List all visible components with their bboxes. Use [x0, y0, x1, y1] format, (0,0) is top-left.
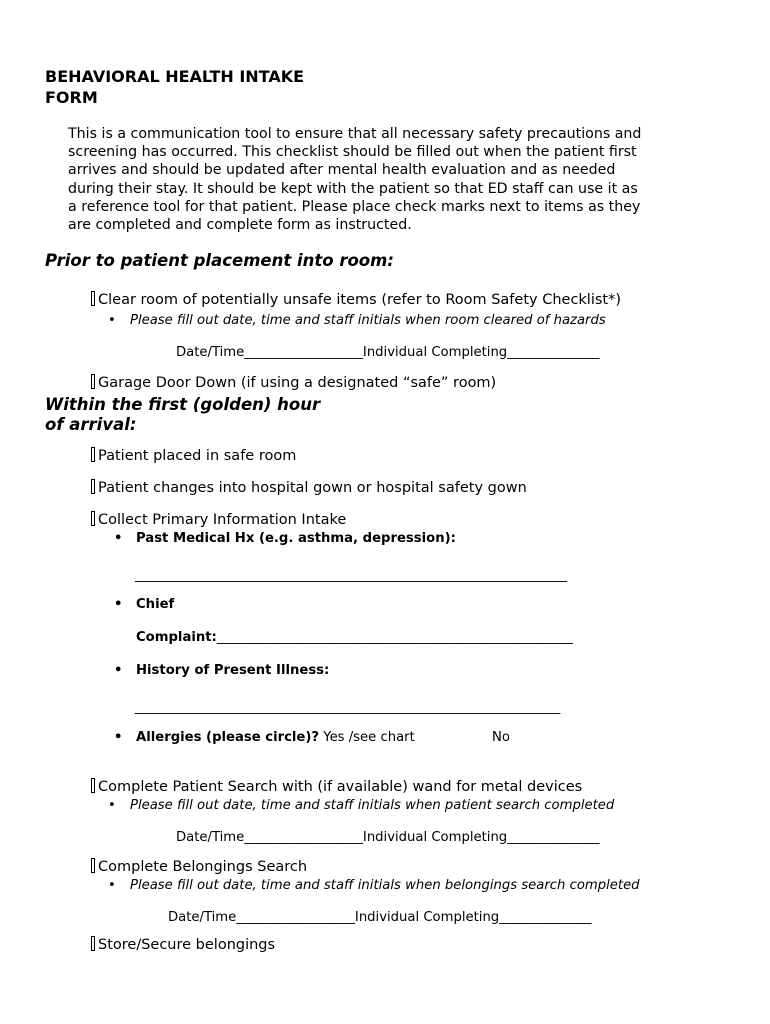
checkbox-gown[interactable] [91, 479, 95, 494]
allergies-option-yes[interactable]: Yes /see chart [323, 730, 415, 745]
checklist-item-label: Patient changes into hospital gown or hospital safety gown [98, 480, 527, 496]
checklist-item-garage-door[interactable] [91, 374, 496, 392]
intro-line: are completed and complete form as instructed. [68, 217, 412, 234]
instruction-note-text: Please fill out date, time and staff initials when belongings search completed [130, 878, 640, 893]
form-title-line2: FORM [45, 88, 98, 107]
checklist-item-gown[interactable] [91, 479, 527, 497]
datetime-signature-line[interactable]: Date/Time__________________Individual Completing______________ [176, 830, 600, 845]
checklist-item-clear-room[interactable] [91, 291, 621, 309]
section-heading-line: of arrival: [45, 415, 137, 434]
checkbox-garage-door[interactable] [91, 374, 95, 389]
checklist-item-label: Collect Primary Information Intake [98, 512, 347, 528]
checkbox-clear-room[interactable] [91, 291, 95, 306]
form-title-line1: BEHAVIORAL HEALTH INTAKE [45, 67, 305, 86]
bullet-icon: • [114, 531, 123, 546]
intake-past-medical [114, 531, 456, 547]
checklist-item-label: Patient placed in safe room [98, 448, 297, 464]
hpi-label: History of Present Illness: [136, 663, 330, 678]
checklist-item-label: Store/Secure belongings [98, 937, 276, 953]
hpi-field[interactable]: _______________________________________________________________ [135, 699, 561, 715]
checklist-item-store-belongings[interactable] [91, 936, 275, 954]
checklist-item-label: Complete Patient Search with (if available) wand for metal devices [98, 779, 583, 795]
instruction-note [108, 798, 614, 814]
intake-chief [114, 597, 174, 613]
datetime-signature-line[interactable]: Date/Time__________________Individual Completing______________ [176, 345, 600, 360]
intro-line: during their stay. It should be kept with the patient so that ED staff can use it as [68, 180, 638, 197]
past-medical-label: Past Medical Hx (e.g. asthma, depression): [136, 531, 456, 546]
bullet-icon: • [108, 878, 116, 893]
bullet-icon: • [114, 730, 123, 745]
section-heading-prior-placement: Prior to patient placement into room: [45, 251, 394, 270]
intro-line: arrives and should be updated after mental health evaluation and as needed [68, 162, 616, 179]
section-heading-line: Within the first (golden) hour [45, 395, 321, 414]
datetime-signature-line[interactable]: Date/Time__________________Individual Completing______________ [168, 910, 592, 925]
complaint-row [136, 630, 573, 646]
checkbox-intake[interactable] [91, 511, 95, 526]
form-title [45, 66, 304, 108]
complaint-label: Complaint: [136, 630, 217, 645]
section-heading-golden-hour [45, 395, 320, 435]
complaint-field[interactable]: ______________________________________________________ [216, 630, 573, 645]
instruction-note [108, 878, 640, 894]
checklist-item-patient-search[interactable] [91, 778, 582, 796]
checklist-item-label: Garage Door Down (if using a designated “safe” room) [98, 375, 497, 391]
instruction-note [108, 313, 606, 329]
checkbox-patient-search[interactable] [91, 778, 95, 793]
checklist-item-label: Clear room of potentially unsafe items (refer to Room Safety Checklist*) [98, 292, 622, 308]
bullet-icon: • [108, 313, 116, 328]
chief-label: Chief [136, 597, 175, 612]
checkbox-safe-room[interactable] [91, 447, 95, 462]
allergies-option-no[interactable]: No [492, 730, 510, 745]
intake-hpi [114, 663, 329, 679]
past-medical-field[interactable]: ________________________________________________________________ [135, 567, 567, 583]
checkbox-store-belongings[interactable] [91, 936, 95, 951]
checklist-item-safe-room[interactable] [91, 447, 296, 465]
bullet-icon: • [108, 798, 116, 813]
checkbox-belongings-search[interactable] [91, 858, 95, 873]
intro-line: screening has occurred. This checklist should be filled out when the patient first [68, 144, 637, 161]
bullet-icon: • [114, 663, 123, 678]
checklist-item-belongings-search[interactable] [91, 858, 307, 876]
checklist-item-label: Complete Belongings Search [98, 859, 308, 875]
bullet-icon: • [114, 597, 123, 612]
instruction-note-text: Please fill out date, time and staff initials when room cleared of hazards [130, 313, 606, 328]
intro-line: a reference tool for that patient. Please place check marks next to items as they [68, 198, 641, 215]
intake-allergies [114, 730, 415, 746]
allergies-label: Allergies (please circle)? [136, 730, 320, 745]
checklist-item-intake[interactable] [91, 511, 346, 529]
intro-paragraph [68, 125, 708, 234]
intro-line: This is a communication tool to ensure that all necessary safety precautions and [68, 126, 642, 142]
instruction-note-text: Please fill out date, time and staff initials when patient search completed [130, 798, 615, 813]
